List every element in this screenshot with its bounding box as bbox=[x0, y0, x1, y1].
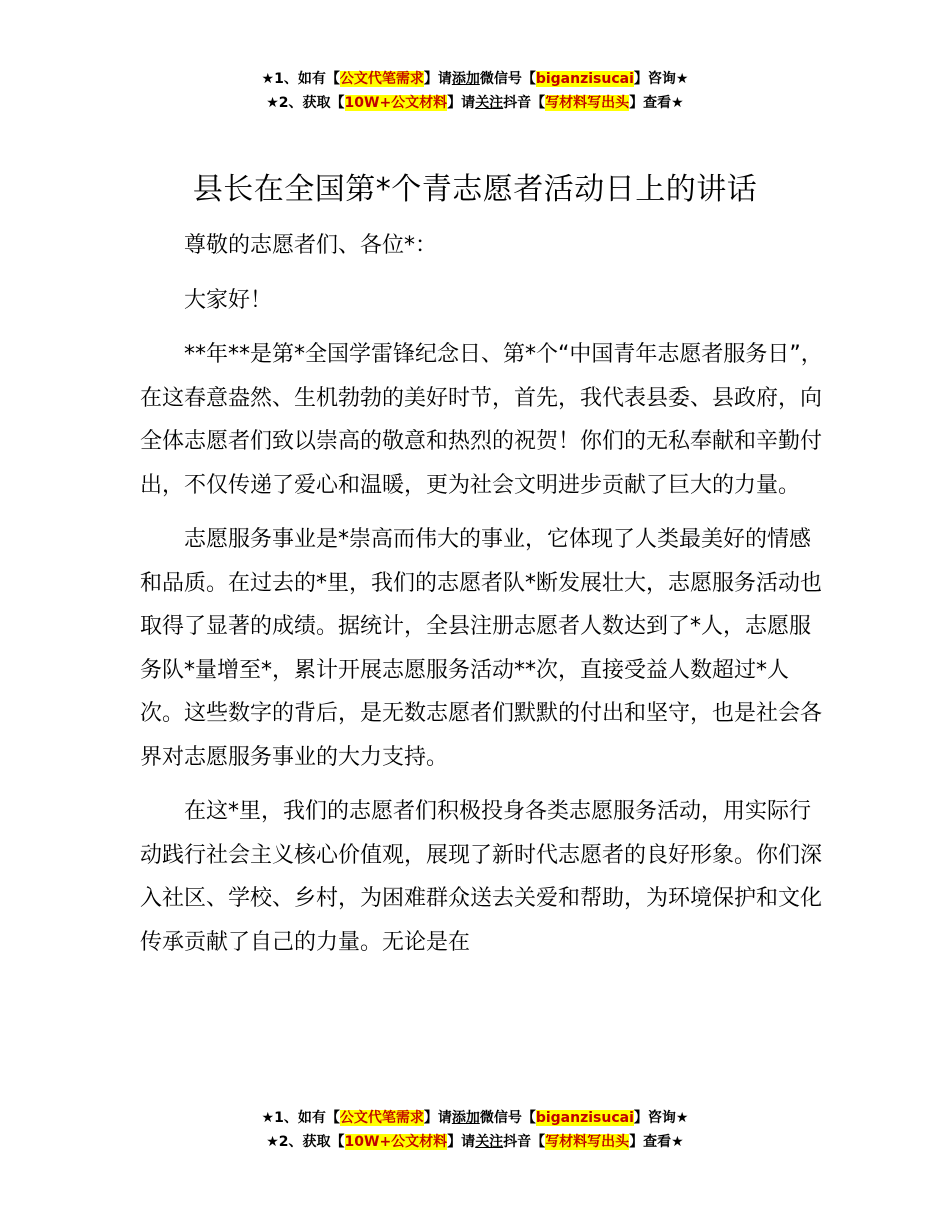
banner-text: 】请 bbox=[423, 1110, 452, 1126]
highlight-douyin: 写材料写出头 bbox=[545, 1134, 630, 1150]
banner-text: 】查看★ bbox=[629, 1134, 684, 1150]
banner-text: 】查看★ bbox=[629, 95, 684, 111]
banner-text: ★2、获取【 bbox=[266, 95, 345, 111]
banner-line-2 bbox=[0, 91, 950, 115]
document-title: 县长在全国第*个青志愿者活动日上的讲话 bbox=[192, 172, 758, 207]
document-body bbox=[140, 224, 830, 964]
banner-text: 】咨询★ bbox=[633, 1110, 689, 1126]
body-paragraph: **年**是第*全国学雷锋纪念日、第*个“中国青年志愿者服务日”，在这春意盎然、生机勃勃的美好时节，首先，我代表县委、县政府，向全体志愿者们致以崇高的敬意和热烈的祝贺！你们的无私奉献和辛勤付出，不仅传递了爱心和温暖，更为社会文明进步贡献了巨大的力量。 bbox=[140, 342, 823, 498]
banner-line-2 bbox=[0, 1130, 950, 1154]
greeting: 大家好！ bbox=[184, 287, 273, 313]
banner-text: ★2、获取【 bbox=[266, 1134, 345, 1150]
banner-text: 抖音【 bbox=[503, 1134, 546, 1150]
banner-text: 微信号【 bbox=[479, 1110, 536, 1126]
highlight-douyin: 写材料写出头 bbox=[545, 95, 630, 111]
banner-text: 】请 bbox=[447, 1134, 476, 1150]
underlined-text: 关注 bbox=[475, 1134, 504, 1150]
banner-text: 抖音【 bbox=[503, 95, 546, 111]
highlight-wechat-id: biganzisucai bbox=[535, 1110, 634, 1126]
highlight-service: 公文代笔需求 bbox=[339, 71, 424, 87]
banner-text: ★1、如有【 bbox=[261, 1110, 340, 1126]
underlined-text: 添加 bbox=[451, 71, 480, 87]
highlight-service: 公文代笔需求 bbox=[339, 1110, 424, 1126]
underlined-text: 关注 bbox=[475, 95, 504, 111]
underlined-text: 添加 bbox=[451, 1110, 480, 1126]
banner-text: 微信号【 bbox=[479, 71, 536, 87]
body-paragraph: 志愿服务事业是*崇高而伟大的事业，它体现了人类最美好的情感和品质。在过去的*里，我们的志愿者队*断发展壮大，志愿服务活动也取得了显著的成绩。据统计，全县注册志愿者人数达到了*人，志愿服务队*量增至*，累计开展志愿服务活动**次，直接受益人数超过*人次。这些数字的背后，是无数志愿者们默默的付出和坚守，也是社会各界对志愿服务事业的大力支持。 bbox=[140, 527, 823, 770]
highlight-materials: 10W+公文材料 bbox=[344, 95, 448, 111]
footer-banner bbox=[0, 1106, 950, 1154]
banner-text: ★1、如有【 bbox=[261, 71, 340, 87]
body-paragraph: 在这*里，我们的志愿者们积极投身各类志愿服务活动，用实际行动践行社会主义核心价值观，展现了新时代志愿者的良好形象。你们深入社区、学校、乡村，为困难群众送去关爱和帮助，为环境保护和文化传承贡献了自己的力量。无论是在 bbox=[140, 799, 823, 955]
salutation: 尊敬的志愿者们、各位*： bbox=[184, 233, 438, 258]
header-banner bbox=[0, 67, 950, 115]
banner-text: 】请 bbox=[423, 71, 452, 87]
highlight-materials: 10W+公文材料 bbox=[344, 1134, 448, 1150]
banner-line-1 bbox=[0, 1106, 950, 1130]
banner-text: 】请 bbox=[447, 95, 476, 111]
banner-text: 】咨询★ bbox=[633, 71, 689, 87]
banner-line-1 bbox=[0, 67, 950, 91]
highlight-wechat-id: biganzisucai bbox=[535, 71, 634, 87]
